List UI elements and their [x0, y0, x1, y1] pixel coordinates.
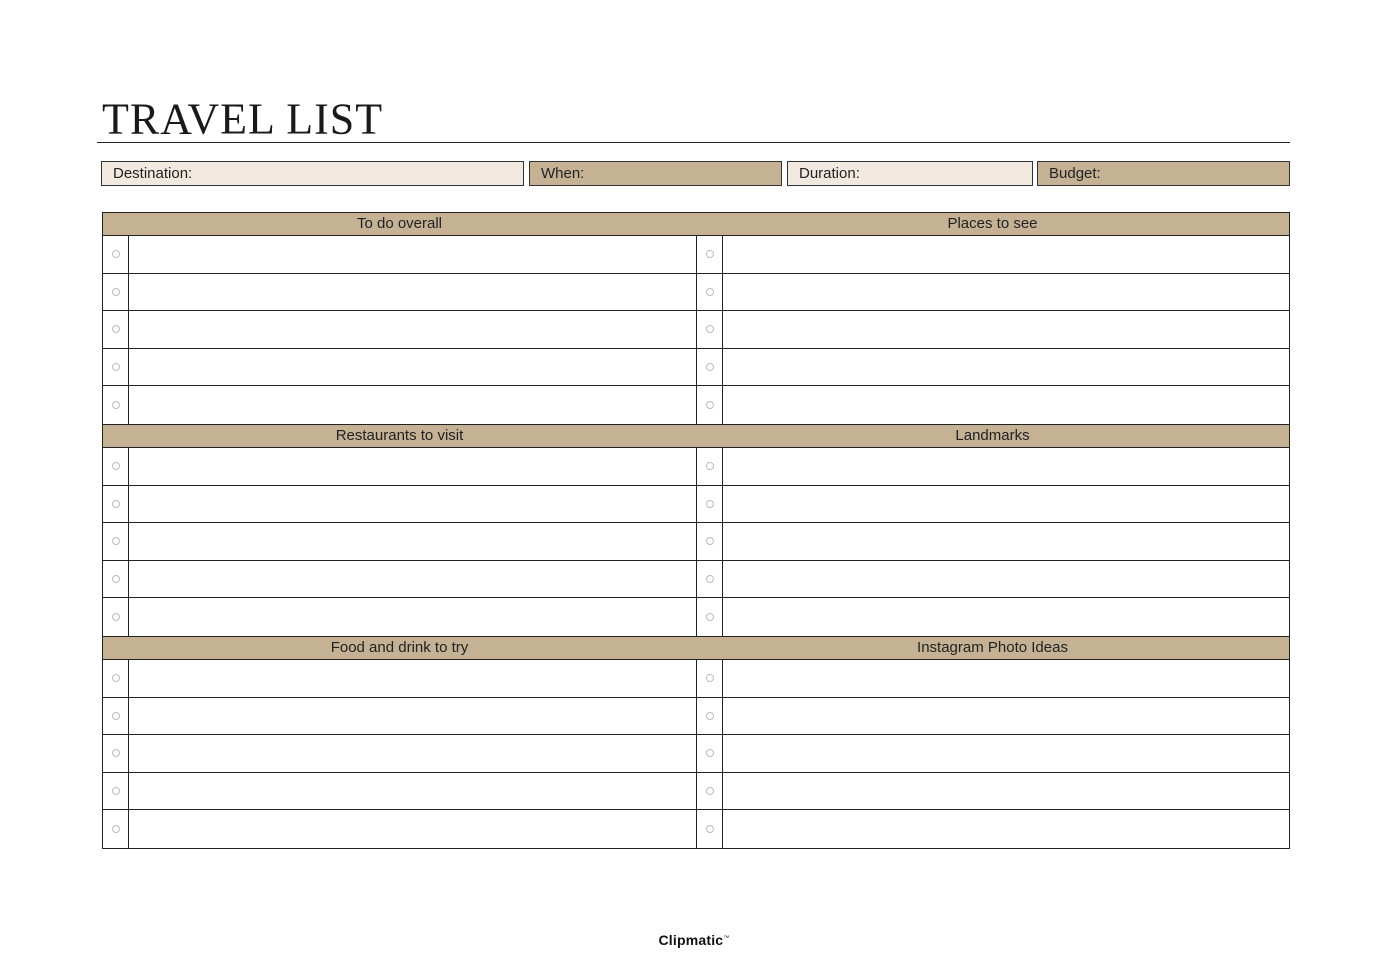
- list-item[interactable]: [103, 598, 696, 636]
- section-title-todo: To do overall: [356, 215, 443, 232]
- circle-icon: [706, 575, 714, 583]
- circle-icon: [706, 712, 714, 720]
- checkbox[interactable]: [103, 386, 129, 424]
- list-item[interactable]: [696, 810, 1289, 848]
- checkbox[interactable]: [697, 448, 723, 485]
- entry-line[interactable]: [129, 349, 696, 386]
- section-header-3: [103, 636, 1289, 660]
- restaurants-list: [103, 448, 696, 636]
- checkbox[interactable]: [103, 698, 129, 735]
- checkbox[interactable]: [103, 810, 129, 848]
- checkbox[interactable]: [697, 598, 723, 636]
- checkbox[interactable]: [697, 236, 723, 273]
- checkbox[interactable]: [103, 561, 129, 598]
- checkbox[interactable]: [697, 386, 723, 424]
- section-title-places: Places to see: [947, 215, 1038, 232]
- circle-icon: [112, 401, 120, 409]
- entry-line[interactable]: [129, 486, 696, 523]
- checkbox[interactable]: [697, 735, 723, 772]
- places-list: [696, 236, 1289, 424]
- list-item[interactable]: [103, 698, 696, 736]
- list-item[interactable]: [103, 448, 696, 486]
- checkbox[interactable]: [697, 311, 723, 348]
- list-item[interactable]: [696, 698, 1289, 736]
- list-item[interactable]: [103, 274, 696, 312]
- circle-icon: [706, 674, 714, 682]
- circle-icon: [112, 462, 120, 470]
- circle-icon: [112, 363, 120, 371]
- list-item[interactable]: [696, 386, 1289, 424]
- checkbox[interactable]: [103, 486, 129, 523]
- circle-icon: [706, 288, 714, 296]
- entry-line[interactable]: [723, 448, 1289, 485]
- section-header-1: [103, 212, 1289, 236]
- title-divider: [97, 142, 1290, 143]
- list-item[interactable]: [696, 274, 1289, 312]
- entry-line[interactable]: [129, 311, 696, 348]
- list-item[interactable]: [103, 386, 696, 424]
- checkbox[interactable]: [103, 773, 129, 810]
- checkbox[interactable]: [103, 311, 129, 348]
- entry-line[interactable]: [129, 386, 696, 424]
- circle-icon: [706, 462, 714, 470]
- entry-line[interactable]: [723, 773, 1289, 810]
- section-rows-1: [103, 236, 1289, 424]
- circle-icon: [706, 537, 714, 545]
- entry-line[interactable]: [129, 810, 696, 848]
- entry-line[interactable]: [723, 274, 1289, 311]
- list-item[interactable]: [103, 523, 696, 561]
- budget-field[interactable]: Budget:: [1037, 161, 1290, 186]
- section-title-food: Food and drink to try: [330, 638, 469, 656]
- list-item[interactable]: [696, 773, 1289, 811]
- entry-line[interactable]: [129, 561, 696, 598]
- entry-line[interactable]: [723, 598, 1289, 636]
- list-item[interactable]: [103, 311, 696, 349]
- food-list: [103, 660, 696, 848]
- list-item[interactable]: [696, 561, 1289, 599]
- travel-list-grid: [102, 212, 1290, 849]
- circle-icon: [112, 537, 120, 545]
- entry-line[interactable]: [723, 311, 1289, 348]
- list-item[interactable]: [103, 236, 696, 274]
- checkbox[interactable]: [697, 486, 723, 523]
- entry-line[interactable]: [723, 810, 1289, 848]
- checkbox[interactable]: [103, 598, 129, 636]
- entry-line[interactable]: [129, 773, 696, 810]
- section-header-2: [103, 424, 1289, 448]
- circle-icon: [112, 250, 120, 258]
- checkbox[interactable]: [103, 523, 129, 560]
- entry-line[interactable]: [129, 598, 696, 636]
- checkbox[interactable]: [103, 274, 129, 311]
- list-item[interactable]: [103, 735, 696, 773]
- circle-icon: [706, 500, 714, 508]
- checkbox[interactable]: [103, 735, 129, 772]
- circle-icon: [112, 749, 120, 757]
- section-rows-2: [103, 448, 1289, 636]
- circle-icon: [706, 401, 714, 409]
- list-item[interactable]: [103, 810, 696, 848]
- entry-line[interactable]: [723, 236, 1289, 273]
- entry-line[interactable]: [723, 486, 1289, 523]
- checkbox[interactable]: [697, 773, 723, 810]
- circle-icon: [112, 712, 120, 720]
- entry-line[interactable]: [129, 523, 696, 560]
- entry-line[interactable]: [129, 236, 696, 273]
- list-item[interactable]: [103, 660, 696, 698]
- entry-line[interactable]: [129, 698, 696, 735]
- destination-field[interactable]: Destination:: [101, 161, 524, 186]
- section-title-restaurants: Restaurants to visit: [335, 426, 464, 444]
- section-rows-3: [103, 660, 1289, 848]
- list-item[interactable]: [103, 486, 696, 524]
- circle-icon: [706, 787, 714, 795]
- circle-icon: [112, 500, 120, 508]
- brand-logo: [0, 932, 1388, 948]
- entry-line[interactable]: [129, 274, 696, 311]
- checkbox[interactable]: [103, 660, 129, 697]
- list-item[interactable]: [696, 523, 1289, 561]
- checkbox[interactable]: [103, 349, 129, 386]
- list-item[interactable]: [696, 236, 1289, 274]
- list-item[interactable]: [696, 660, 1289, 698]
- entry-line[interactable]: [129, 735, 696, 772]
- duration-field[interactable]: Duration:: [787, 161, 1033, 186]
- page-title: TRAVEL LIST: [102, 93, 384, 144]
- section-title-instagram: Instagram Photo Ideas: [917, 638, 1068, 656]
- entry-line[interactable]: [129, 448, 696, 485]
- list-item[interactable]: [696, 598, 1289, 636]
- circle-icon: [706, 825, 714, 833]
- checkbox[interactable]: [103, 236, 129, 273]
- list-item[interactable]: [696, 349, 1289, 387]
- checkbox[interactable]: [697, 349, 723, 386]
- circle-icon: [706, 749, 714, 757]
- list-item[interactable]: [696, 486, 1289, 524]
- checkbox[interactable]: [103, 448, 129, 485]
- circle-icon: [706, 363, 714, 371]
- list-item[interactable]: [103, 349, 696, 387]
- checkbox[interactable]: [697, 698, 723, 735]
- list-item[interactable]: [696, 311, 1289, 349]
- circle-icon: [112, 288, 120, 296]
- entry-line[interactable]: [723, 386, 1289, 424]
- circle-icon: [112, 825, 120, 833]
- circle-icon: [112, 325, 120, 333]
- landmarks-list: [696, 448, 1289, 636]
- circle-icon: [112, 613, 120, 621]
- circle-icon: [706, 325, 714, 333]
- entry-line[interactable]: [129, 660, 696, 697]
- list-item[interactable]: [696, 448, 1289, 486]
- checkbox[interactable]: [697, 523, 723, 560]
- checkbox[interactable]: [697, 810, 723, 848]
- list-item[interactable]: [696, 735, 1289, 773]
- entry-line[interactable]: [723, 561, 1289, 598]
- circle-icon: [112, 575, 120, 583]
- checkbox[interactable]: [697, 561, 723, 598]
- entry-line[interactable]: [723, 349, 1289, 386]
- circle-icon: [112, 674, 120, 682]
- entry-line[interactable]: [723, 698, 1289, 735]
- section-title-landmarks: Landmarks: [955, 426, 1030, 444]
- todo-list: [103, 236, 696, 424]
- entry-line[interactable]: [723, 523, 1289, 560]
- instagram-list: [696, 660, 1289, 848]
- brand-name: Clipmatic: [658, 932, 724, 948]
- circle-icon: [112, 787, 120, 795]
- entry-line[interactable]: [723, 660, 1289, 697]
- checkbox[interactable]: [697, 660, 723, 697]
- circle-icon: [706, 613, 714, 621]
- list-item[interactable]: [103, 773, 696, 811]
- when-field[interactable]: When:: [529, 161, 782, 186]
- circle-icon: [706, 250, 714, 258]
- list-item[interactable]: [103, 561, 696, 599]
- trademark-mark: ™: [723, 935, 730, 942]
- checkbox[interactable]: [697, 274, 723, 311]
- entry-line[interactable]: [723, 735, 1289, 772]
